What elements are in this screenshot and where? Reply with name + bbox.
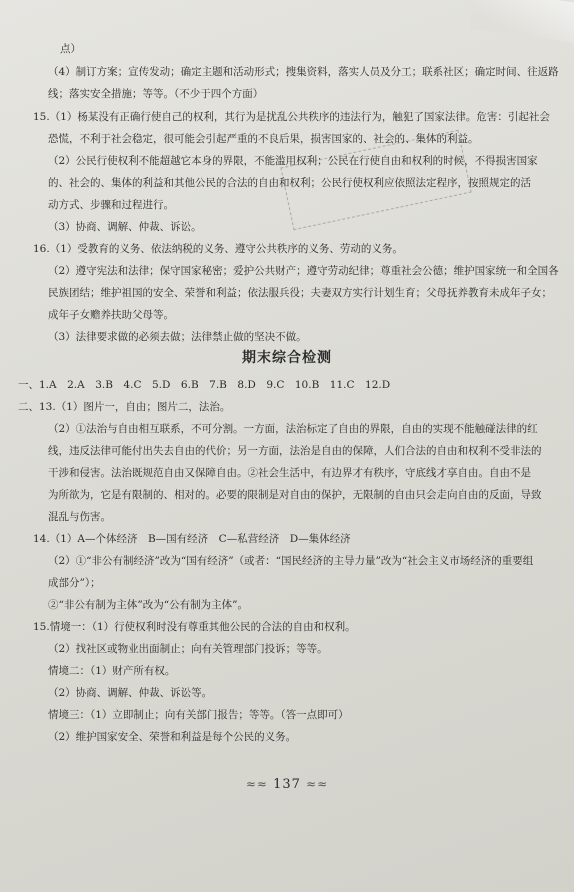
wave-ornament-right: ≈≈ [306,777,329,791]
text-line: 15.（1）杨某没有正确行使自己的权利，其行为是扰乱公共秩序的违法行为，触犯了国家法律。危害：引起社会 [33,111,550,123]
text-line: （3）协商、调解、仲裁、诉讼。 [48,221,202,233]
text-line: 15.情境一：（1）行使权利时没有尊重其他公民的合法的自由和权利。 [33,621,356,633]
text-line: 的、社会的、集体的利益和其他公民的合法的自由和权利；公民行使权利应依照法定程序，按照规定的活 [48,177,531,189]
text-line: （2）公民行使权利不能超越它本身的界限，不能滥用权利；公民在行使自由和权利的时候，不得损害国家 [48,155,538,167]
text-line: （2）协商、调解、仲裁、诉讼等。 [48,687,213,699]
page-number-footer [0,777,574,792]
page-number: 137 [273,777,301,792]
text-line: （3）法律要求做的必须去做；法律禁止做的坚决不做。 [48,331,307,343]
text-line: 成部分”）； [48,577,101,589]
text-line: （2）①“非公有制经济”改为“国有经济”（或者：“国民经济的主导力量”改为“社会主义市场经济的重要组 [48,555,534,567]
text-line: （2）①法治与自由相互联系，不可分割。一方面，法治标定了自由的界限，自由的实现不能触碰法律的红 [48,423,538,435]
text-line: 线；落实安全措施；等等。（不少于四个方面） [48,88,264,100]
section-title: 期末综合检测 [242,350,332,366]
text-line: 二、13.（1）图片一，自由；图片二，法治。 [18,401,231,413]
text-line: 恐慌，不利于社会稳定，很可能会引起严重的不良后果，损害国家的、社会的、集体的利益。 [48,133,479,145]
text-line: 一、1.A 2.A 3.B 4.C 5.D 6.B 7.B 8.D 9.C 10.B 11.C 12.D [18,379,391,391]
text-line: 混乱与伤害。 [48,511,111,523]
text-line: ②“非公有制为主体”改为“公有制为主体”。 [48,599,248,611]
text-line: （4）制订方案；宣传发动；确定主题和活动形式；搜集资料，落实人员及分工；联系社区；确定时间、往返路 [48,66,559,78]
text-line: 点） [60,43,81,55]
text-line: 线，违反法律可能付出失去自由的代价；另一方面，法治是自由的保障，人们合法的自由和权利不受非法的 [48,445,542,457]
wave-ornament-left: ≈≈ [245,777,268,791]
page-corner-fold [470,0,574,43]
text-line: 14.（1）A—个体经济 B—国有经济 C—私营经济 D—集体经济 [33,533,351,545]
text-line: 动方式、步骤和过程进行。 [48,199,174,211]
text-line: 民族团结；维护祖国的安全、荣誉和利益；依法服兵役；夫妻双方实行计划生育；父母抚养教育未成年子女； [48,287,552,299]
text-line: （2）找社区或物业出面制止；向有关管理部门投诉；等等。 [48,643,328,655]
text-line: （2）维护国家安全、荣誉和利益是每个公民的义务。 [48,731,297,743]
text-line: 情境二：（1）财产所有权。 [48,665,176,677]
text-line: 为所欲为，它是有限制的、相对的。必要的限制是对自由的保护，无限制的自由只会走向自由的反面，导致 [48,489,542,501]
text-line: （2）遵守宪法和法律；保守国家秘密；爱护公共财产；遵守劳动纪律；尊重社会公德；维护国家统一和全国各 [48,265,559,277]
text-line: 情境三：（1）立即制止；向有关部门报告；等等。（答一点即可） [48,709,349,721]
text-line: 16.（1）受教育的义务、依法纳税的义务、遵守公共秩序的义务、劳动的义务。 [33,243,403,255]
text-line: 成年子女赡养扶助父母等。 [48,309,174,321]
text-line: 干涉和侵害。法治既规范自由又保障自由。②社会生活中，有边界才有秩序，守底线才享自由。自由不是 [48,467,531,479]
